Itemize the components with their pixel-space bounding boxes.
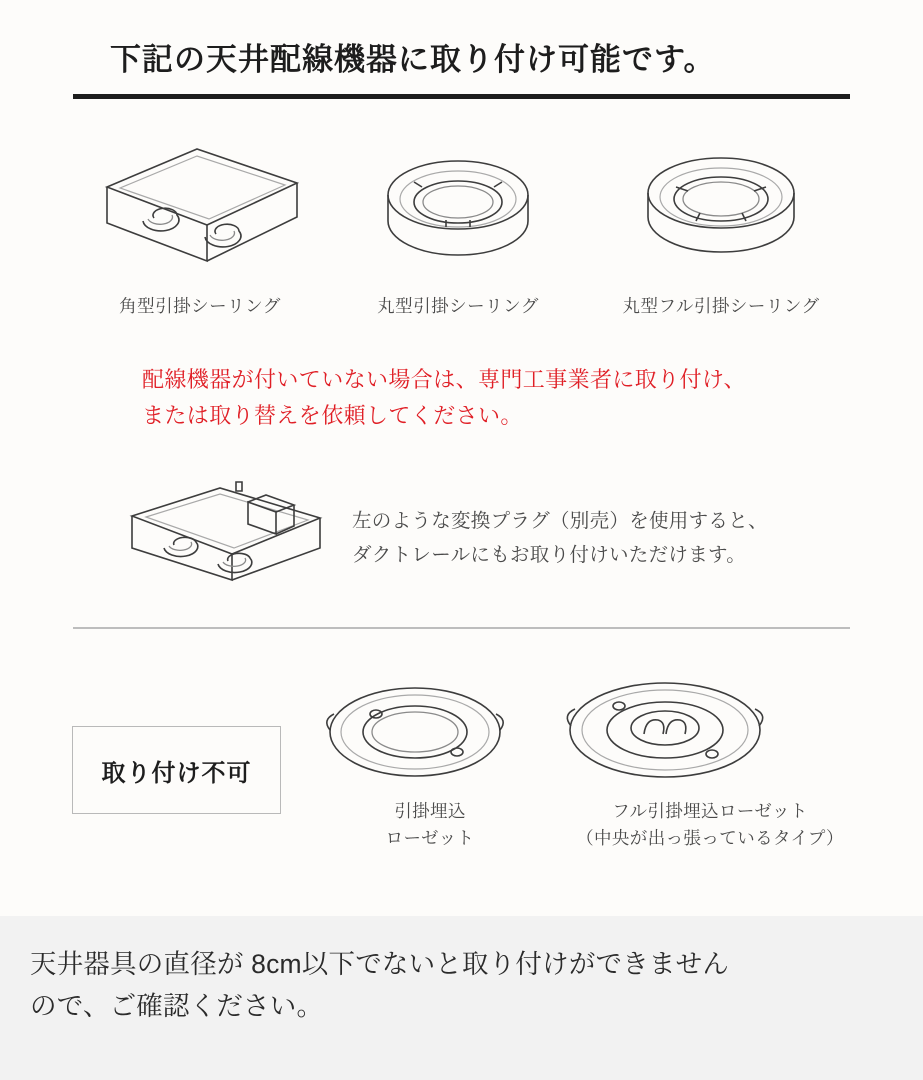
caption-line-2: （中央が出っ張っているタイプ） (576, 828, 844, 849)
fitting-caption: 丸型フル引掛シーリング (622, 296, 820, 316)
warning-line-1: 配線機器が付いていない場合は、専門工事業者に取り付け、 (142, 367, 746, 392)
square-ceiling-rosette-icon (85, 125, 315, 285)
fitting-item-round (333, 125, 583, 318)
fitting-caption: 丸型引掛シーリング (377, 296, 539, 316)
caption-line-1: 引掛埋込 (394, 801, 466, 821)
warning-text (142, 362, 746, 433)
footer-line-2: ので、ご確認ください。 (30, 990, 324, 1021)
fitting-caption: 角型引掛シーリング (119, 296, 281, 316)
page-title: 下記の天井配線機器に取り付け可能です。 (110, 42, 716, 77)
not-allowed-item-flush (300, 672, 560, 852)
fitting-item-round-full (586, 125, 856, 318)
warning-line-2: または取り替えを依頼してください。 (142, 402, 523, 428)
caption-line-1: フル引掛埋込ローゼット (612, 801, 808, 821)
footer-note (0, 916, 923, 1080)
item-caption (300, 798, 560, 852)
full-flush-mount-rosette-icon (540, 672, 790, 792)
duct-rail-note (352, 505, 768, 572)
round-ceiling-rosette-icon (343, 125, 573, 285)
footer-line-1: 天井器具の直径が 8cm以下でないと取り付けができません (30, 949, 730, 979)
item-caption (540, 798, 880, 852)
duct-note-line-2: ダクトレールにもお取り付けいただけます。 (352, 543, 747, 566)
caption-line-2: ローゼット (385, 828, 475, 849)
heading-divider (73, 94, 850, 99)
round-full-ceiling-rosette-icon (596, 125, 846, 285)
not-allowed-label: 取り付け不可 (101, 759, 252, 787)
section-divider (73, 627, 850, 629)
conversion-plug-icon (120, 468, 335, 588)
duct-note-line-1: 左のような変換プラグ（別売）を使用すると、 (352, 510, 768, 532)
flush-mount-rosette-icon (300, 672, 530, 792)
not-allowed-badge (72, 726, 281, 814)
not-allowed-item-full-flush (540, 672, 880, 852)
fitting-item-square (75, 125, 325, 318)
